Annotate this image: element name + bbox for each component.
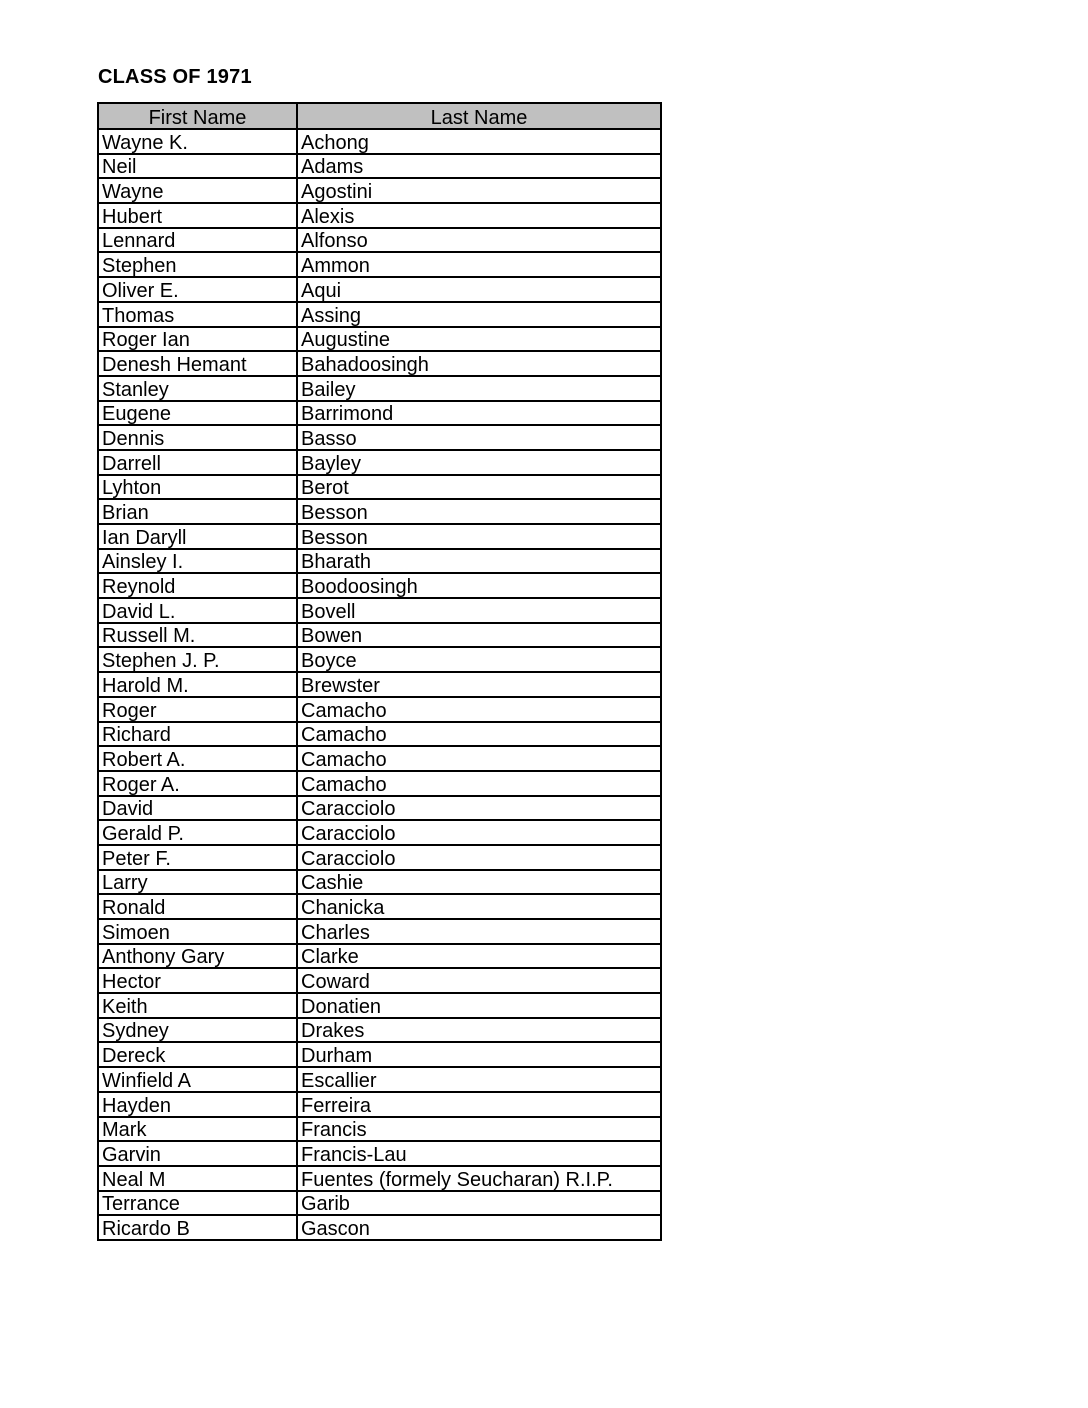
first-name-cell: Terrance (98, 1191, 297, 1216)
first-name-cell: Dennis (98, 425, 297, 450)
table-row (98, 401, 661, 426)
last-name-cell: Caracciolo (297, 796, 661, 821)
last-name-cell: Alfonso (297, 228, 661, 253)
first-name-cell: Richard (98, 722, 297, 747)
table-row (98, 1215, 661, 1240)
first-name-cell: Wayne (98, 178, 297, 203)
table-row (98, 1042, 661, 1067)
last-name-cell: Fuentes (formely Seucharan) R.I.P. (297, 1166, 661, 1191)
first-name-cell: Stephen (98, 252, 297, 277)
last-name-cell: Camacho (297, 722, 661, 747)
first-name-cell: Hubert (98, 203, 297, 228)
first-name-cell: Winfield A (98, 1067, 297, 1092)
last-name-cell: Bovell (297, 598, 661, 623)
first-name-cell: Denesh Hemant (98, 351, 297, 376)
table-row (98, 919, 661, 944)
last-name-cell: Aqui (297, 277, 661, 302)
last-name-cell: Gascon (297, 1215, 661, 1240)
last-name-cell: Caracciolo (297, 845, 661, 870)
last-name-cell: Ammon (297, 252, 661, 277)
last-name-cell: Besson (297, 499, 661, 524)
last-name-cell: Bailey (297, 376, 661, 401)
table-row (98, 845, 661, 870)
table-row (98, 178, 661, 203)
table-row (98, 475, 661, 500)
first-name-cell: Roger (98, 697, 297, 722)
table-row (98, 302, 661, 327)
first-name-cell: Eugene (98, 401, 297, 426)
table-row (98, 623, 661, 648)
table-row (98, 450, 661, 475)
table-row (98, 722, 661, 747)
table-row (98, 376, 661, 401)
table-row (98, 327, 661, 352)
first-name-cell: Lennard (98, 228, 297, 253)
column-header-first-name: First Name (98, 103, 297, 129)
table-row (98, 894, 661, 919)
table-row (98, 1018, 661, 1043)
first-name-cell: Keith (98, 993, 297, 1018)
table-row (98, 944, 661, 969)
last-name-cell: Camacho (297, 697, 661, 722)
table-row (98, 1141, 661, 1166)
table-row (98, 771, 661, 796)
last-name-cell: Bowen (297, 623, 661, 648)
first-name-cell: Gerald P. (98, 820, 297, 845)
table-row (98, 129, 661, 154)
last-name-cell: Alexis (297, 203, 661, 228)
first-name-cell: Darrell (98, 450, 297, 475)
last-name-cell: Agostini (297, 178, 661, 203)
table-row (98, 549, 661, 574)
first-name-cell: Anthony Gary (98, 944, 297, 969)
last-name-cell: Brewster (297, 672, 661, 697)
first-name-cell: Neil (98, 154, 297, 179)
first-name-cell: Lyhton (98, 475, 297, 500)
table-row (98, 228, 661, 253)
first-name-cell: David (98, 796, 297, 821)
table-row (98, 573, 661, 598)
table-row (98, 746, 661, 771)
table-row (98, 154, 661, 179)
table-row (98, 647, 661, 672)
page-title: CLASS OF 1971 (98, 66, 252, 88)
table-row (98, 672, 661, 697)
last-name-cell: Berot (297, 475, 661, 500)
last-name-cell: Barrimond (297, 401, 661, 426)
last-name-cell: Cashie (297, 870, 661, 895)
first-name-cell: Neal M (98, 1166, 297, 1191)
first-name-cell: Ian Daryll (98, 524, 297, 549)
table-row (98, 252, 661, 277)
table-row (98, 499, 661, 524)
first-name-cell: Ronald (98, 894, 297, 919)
last-name-cell: Boodoosingh (297, 573, 661, 598)
first-name-cell: Thomas (98, 302, 297, 327)
last-name-cell: Chanicka (297, 894, 661, 919)
first-name-cell: David L. (98, 598, 297, 623)
table-row (98, 524, 661, 549)
last-name-cell: Camacho (297, 746, 661, 771)
first-name-cell: Roger A. (98, 771, 297, 796)
last-name-cell: Clarke (297, 944, 661, 969)
first-name-cell: Robert A. (98, 746, 297, 771)
last-name-cell: Bharath (297, 549, 661, 574)
last-name-cell: Besson (297, 524, 661, 549)
table-row (98, 993, 661, 1018)
table-row (98, 820, 661, 845)
first-name-cell: Brian (98, 499, 297, 524)
first-name-cell: Dereck (98, 1042, 297, 1067)
table-row (98, 598, 661, 623)
first-name-cell: Stephen J. P. (98, 647, 297, 672)
last-name-cell: Francis-Lau (297, 1141, 661, 1166)
last-name-cell: Donatien (297, 993, 661, 1018)
last-name-cell: Ferreira (297, 1092, 661, 1117)
last-name-cell: Basso (297, 425, 661, 450)
table-row (98, 697, 661, 722)
first-name-cell: Ainsley I. (98, 549, 297, 574)
first-name-cell: Wayne K. (98, 129, 297, 154)
first-name-cell: Larry (98, 870, 297, 895)
last-name-cell: Adams (297, 154, 661, 179)
table-row (98, 796, 661, 821)
last-name-cell: Camacho (297, 771, 661, 796)
last-name-cell: Drakes (297, 1018, 661, 1043)
table-row (98, 1191, 661, 1216)
first-name-cell: Russell M. (98, 623, 297, 648)
table-row (98, 277, 661, 302)
table-row (98, 1166, 661, 1191)
last-name-cell: Achong (297, 129, 661, 154)
last-name-cell: Charles (297, 919, 661, 944)
first-name-cell: Hector (98, 968, 297, 993)
column-header-last-name: Last Name (297, 103, 661, 129)
table-row (98, 351, 661, 376)
first-name-cell: Oliver E. (98, 277, 297, 302)
last-name-cell: Bayley (297, 450, 661, 475)
first-name-cell: Roger Ian (98, 327, 297, 352)
last-name-cell: Garib (297, 1191, 661, 1216)
last-name-cell: Boyce (297, 647, 661, 672)
first-name-cell: Simoen (98, 919, 297, 944)
last-name-cell: Durham (297, 1042, 661, 1067)
first-name-cell: Sydney (98, 1018, 297, 1043)
first-name-cell: Reynold (98, 573, 297, 598)
table-row (98, 870, 661, 895)
last-name-cell: Bahadoosingh (297, 351, 661, 376)
table-row (98, 1067, 661, 1092)
table-row (98, 203, 661, 228)
first-name-cell: Garvin (98, 1141, 297, 1166)
last-name-cell: Escallier (297, 1067, 661, 1092)
last-name-cell: Augustine (297, 327, 661, 352)
first-name-cell: Hayden (98, 1092, 297, 1117)
first-name-cell: Peter F. (98, 845, 297, 870)
first-name-cell: Ricardo B (98, 1215, 297, 1240)
first-name-cell: Harold M. (98, 672, 297, 697)
last-name-cell: Assing (297, 302, 661, 327)
table-row (98, 1092, 661, 1117)
table-body (98, 129, 661, 1240)
last-name-cell: Francis (297, 1117, 661, 1142)
last-name-cell: Caracciolo (297, 820, 661, 845)
table-row (98, 968, 661, 993)
table-header-row (98, 103, 661, 129)
last-name-cell: Coward (297, 968, 661, 993)
first-name-cell: Stanley (98, 376, 297, 401)
table-row (98, 425, 661, 450)
table-row (98, 1117, 661, 1142)
class-roster-table (97, 102, 662, 1241)
first-name-cell: Mark (98, 1117, 297, 1142)
